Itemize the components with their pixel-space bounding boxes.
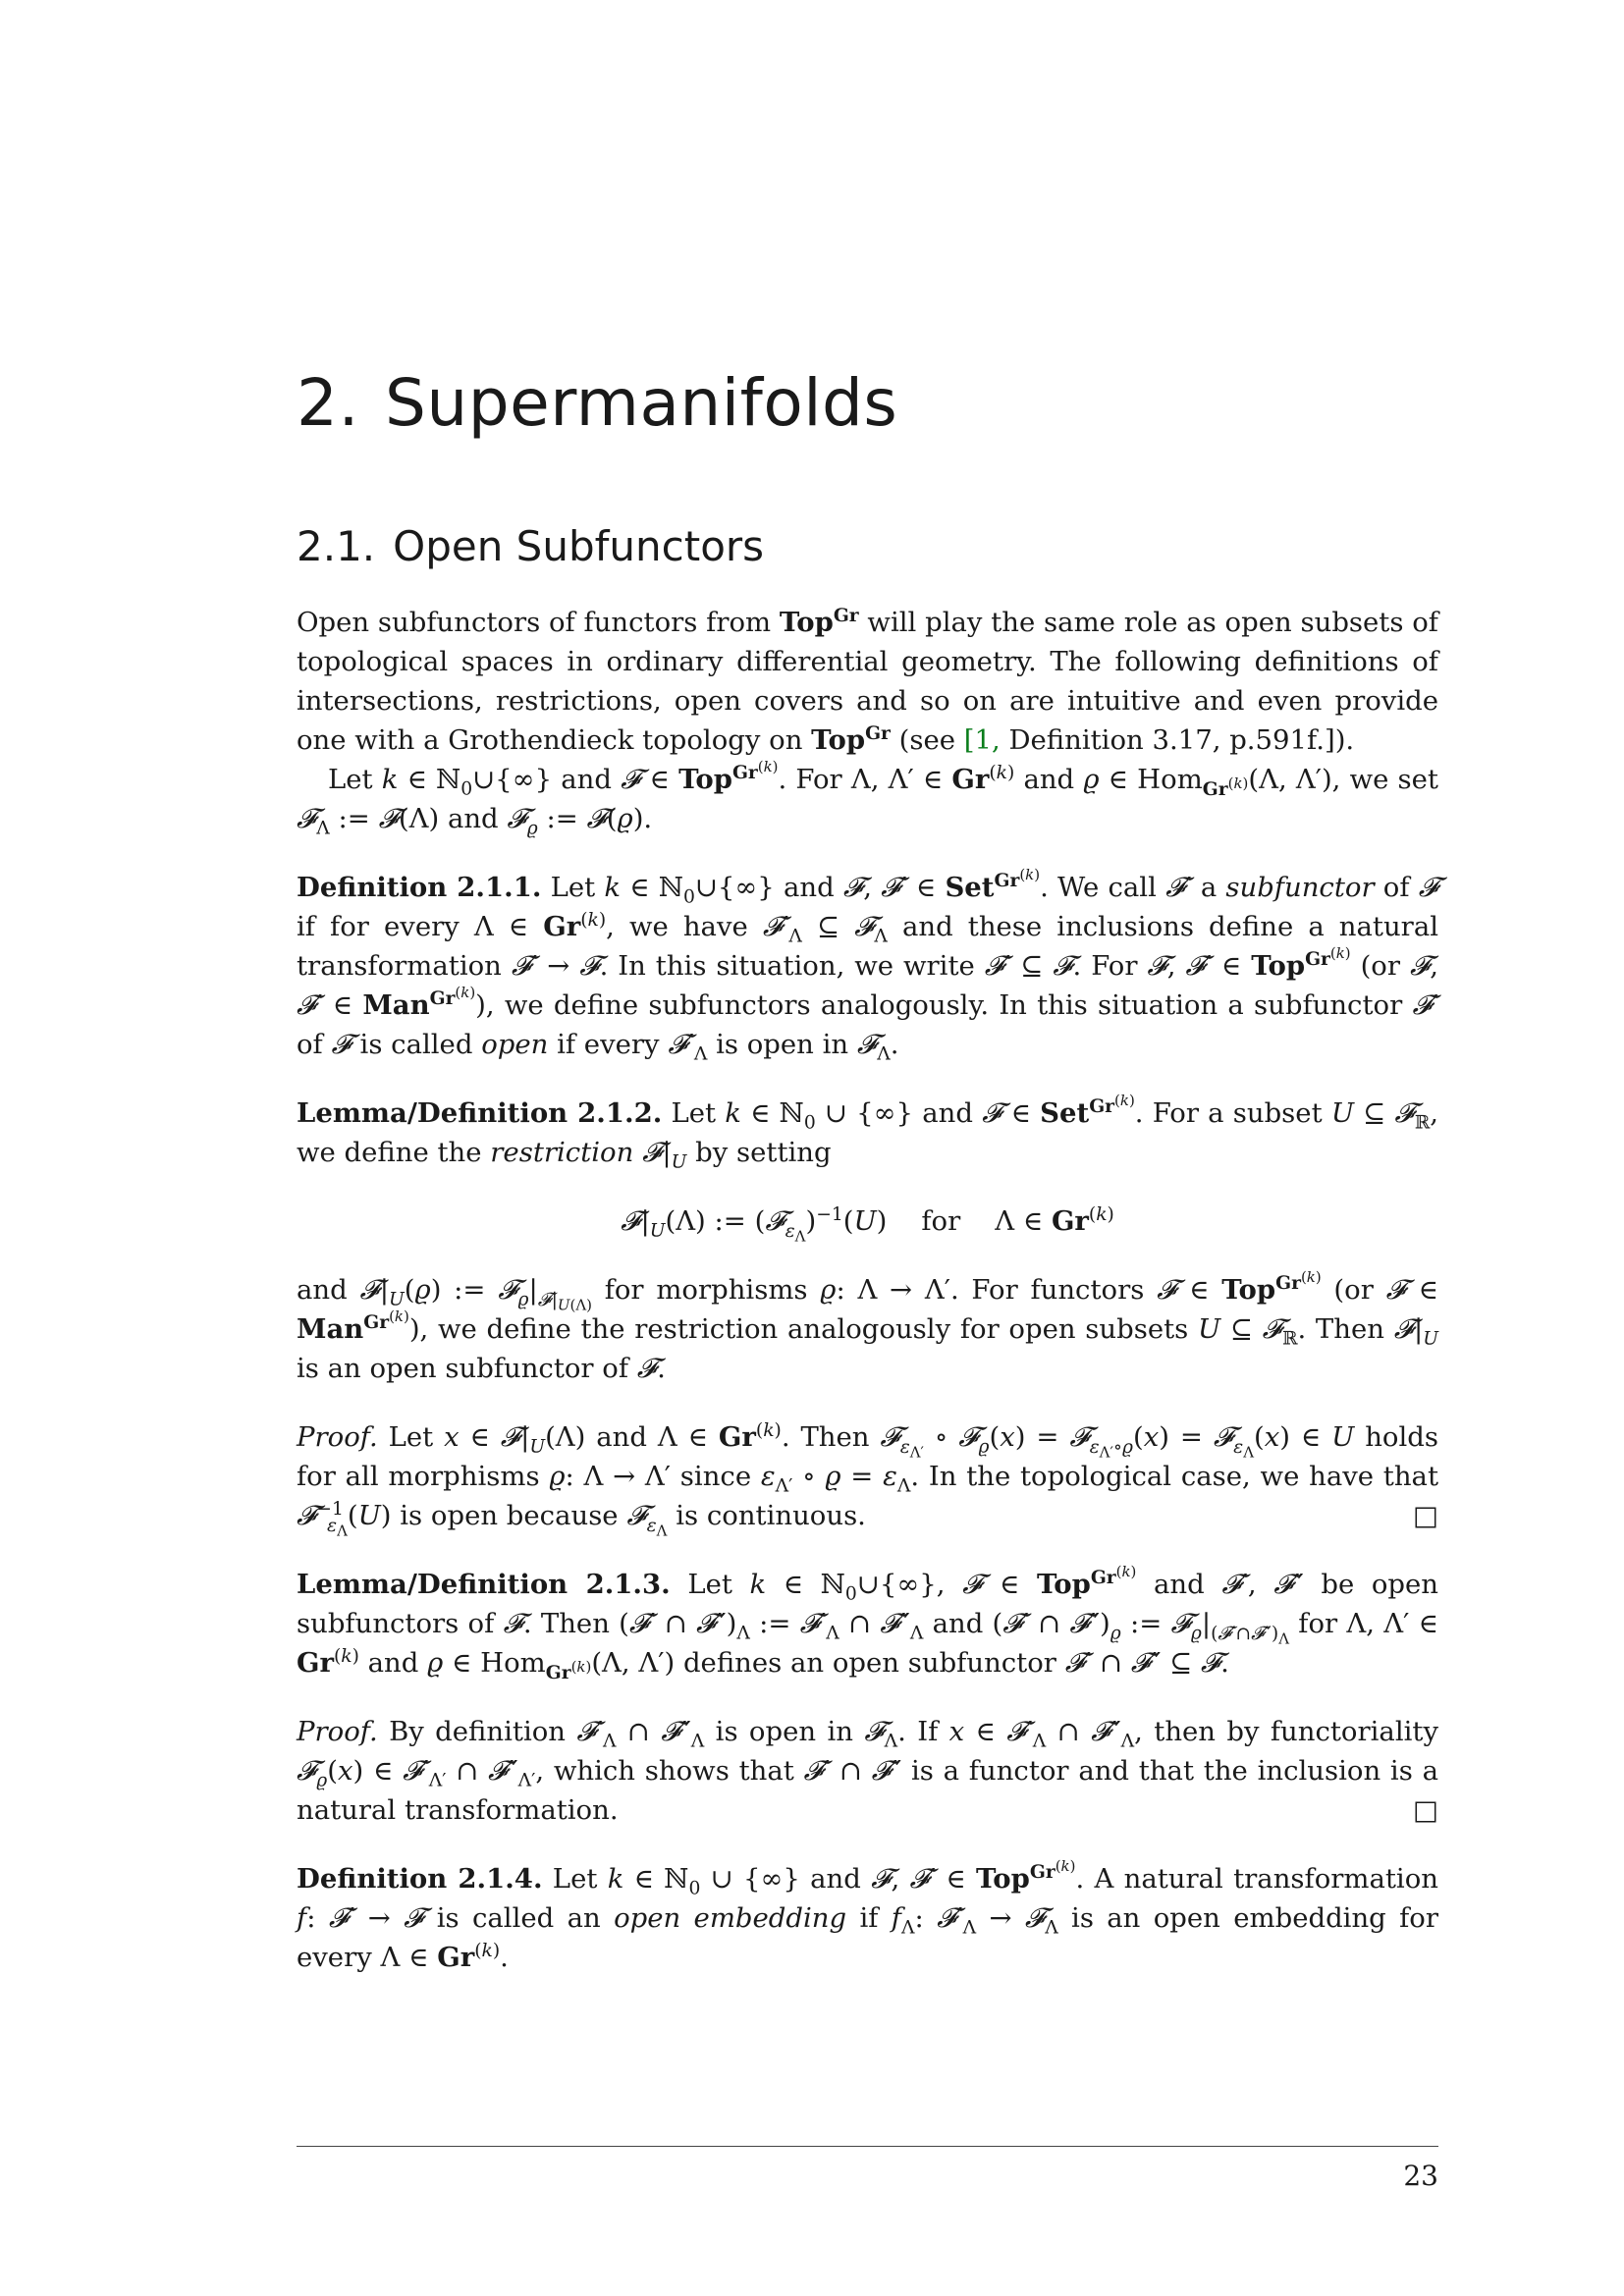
chapter-title: Supermanifolds [384,365,898,441]
proof-2-1-3: Proof. By definition $𝓕'_\Lambda$ ∩ $𝓕''_\Lambda$ is open in 𝓕$_\Lambda$. If x ∈ $𝓕'_\Lambda$ ∩ $𝓕''_\Lambda$, then by functoriality 𝓕$_ϱ$(x) ∈ $𝓕'_{\Lambda'}$ ∩ $𝓕''_{\Lambda'}$, which shows that 𝓕′ ∩ 𝓕″ is a functor and that the inclusion is a natural transformation. □ [297,1712,1438,1830]
section-number: 2.1. [297,522,376,570]
qed-symbol: □ [1413,1794,1438,1826]
lemma-label: Lemma/Definition 2.1.3. [297,1569,671,1600]
page-number: 23 [1403,2160,1438,2192]
intro-paragraph-2: Let k ∈ ℕ$_0$∪{∞} and 𝓕 ∈ Top$^{Gr^{(k)}}$. For Λ, Λ′ ∈ Gr$^{(k)}$ and ϱ ∈ Hom$_{Gr^{(k)}}$(Λ, Λ′), we set 𝓕$_\Lambda$ := 𝓕(Λ) and 𝓕$_ϱ$ := 𝓕(ϱ). [297,757,1438,839]
body-text [297,603,1438,1977]
section-title: Open Subfunctors [393,522,765,570]
lemma-definition-2-1-2: Lemma/Definition 2.1.2. Let k ∈ ℕ$_0$ ∪ {∞} and 𝓕 ∈ Set$^{Gr^{(k)}}$. For a subset U ⊆ 𝓕$_ℝ$, we define the restriction $𝓕|_U$ by setting [297,1091,1438,1173]
proof-label: Proof. [297,1716,378,1747]
definition-label: Definition 2.1.1. [297,872,542,903]
qed-symbol: □ [1413,1500,1438,1531]
chapter-number: 2. [297,365,359,441]
lemma-definition-2-1-3: Lemma/Definition 2.1.3. Let k ∈ ℕ$_0$∪{∞}, 𝓕 ∈ Top$^{Gr^{(k)}}$ and 𝓕′, 𝓕″ be open subfunctors of 𝓕. Then (𝓕′ ∩ $𝓕'')_\Lambda$ := $𝓕'_\Lambda$ ∩ $𝓕''_\Lambda$ and (𝓕′ ∩ $𝓕'')_ϱ$ := $𝓕_ϱ|_{(𝓕'\cap 𝓕'')_\Lambda}$ for Λ, Λ′ ∈ Gr$^{(k)}$ and ϱ ∈ Hom$_{Gr^{(k)}}$(Λ, Λ′) defines an open subfunctor 𝓕′ ∩ 𝓕″ ⊆ 𝓕. [297,1562,1438,1683]
page [297,0,1438,2296]
definition-2-1-4: Definition 2.1.4. Let k ∈ ℕ$_0$ ∪ {∞} and 𝓕, 𝓕′ ∈ Top$^{Gr^{(k)}}$. A natural transformation f: 𝓕′ → 𝓕 is called an open embedding if $f_\Lambda$: $𝓕'_\Lambda$ → 𝓕$_\Lambda$ is an open embedding for every Λ ∈ Gr$^{(k)}$. [297,1856,1439,1973]
intro-paragraph: Open subfunctors of functors from Top$^{Gr}$ will play the same role as open subsets of topological spaces in ordinary differential geometry. The following definitions of intersections, restrictions, open covers and so on are intuitive and even provide one with a Grothendieck topology on Top$^{Gr}$ (see [1, Definition 3.17, p.591f.]). [297,604,1438,756]
display-equation: $𝓕|_U(\Lambda)$ := (𝓕$_{\varepsilon_\Lambda}$)$^{-1}$(U) for Λ ∈ Gr$^{(k)}$ [621,1203,1114,1246]
lemma-2-1-2-continued: and $𝓕|_U(ϱ)$ := $𝓕_ϱ|_{𝓕|_{U(\Lambda)}}$ for morphisms ϱ: Λ → Λ′. For functors 𝓕 ∈ Top$^{Gr^{(k)}}$ (or 𝓕 ∈ Man$^{Gr^{(k)}}$), we define the restriction analogously for open subsets U ⊆ 𝓕$_ℝ$. Then $𝓕|_U$ is an open subfunctor of 𝓕. [297,1267,1439,1384]
proof-2-1-2: Proof. Let x ∈ $𝓕|_U(\Lambda)$ and Λ ∈ Gr$^{(k)}$. Then 𝓕$_{\varepsilon_{\Lambda'}}$ ∘ 𝓕$_ϱ$(x) = 𝓕$_{\varepsilon_{\Lambda'}\circ ϱ}$(x) = 𝓕$_{\varepsilon_\Lambda}$(x) ∈ U holds for all morphisms ϱ: Λ → Λ′ since $\varepsilon_{\Lambda'}$ ∘ $ϱ = \varepsilon_\Lambda$. In the topological case, we have that 𝓕$^{-1}_{\varepsilon_\Lambda}$(U) is open because 𝓕$_{\varepsilon_\Lambda}$ is continuous. □ [297,1419,1439,1540]
definition-2-1-1: Definition 2.1.1. Let k ∈ ℕ$_0$∪{∞} and 𝓕, 𝓕′ ∈ Set$^{Gr^{(k)}}$. We call 𝓕′ a subfunctor of 𝓕 if for every Λ ∈ Gr$^{(k)}$, we have $𝓕'_\Lambda$ ⊆ 𝓕$_\Lambda$ and these inclusions define a natural transformation 𝓕′ → 𝓕. In this situation, we write 𝓕′ ⊆ 𝓕. For 𝓕, 𝓕′ ∈ Top$^{Gr^{(k)}}$ (or 𝓕, 𝓕′ ∈ Man$^{Gr^{(k)}}$), we define subfunctors analogously. In this situation a subfunctor 𝓕′ of 𝓕 is called open if every $𝓕'_\Lambda$ is open in 𝓕$_\Lambda$. [297,865,1439,1065]
lemma-label: Lemma/Definition 2.1.2. [297,1097,663,1129]
definition-label: Definition 2.1.4. [297,1863,543,1895]
citation-link[interactable]: [1, [963,724,1001,756]
chapter-heading [297,365,898,441]
section-heading [297,522,765,570]
proof-label: Proof. [297,1421,378,1453]
footer-rule [297,2146,1438,2147]
